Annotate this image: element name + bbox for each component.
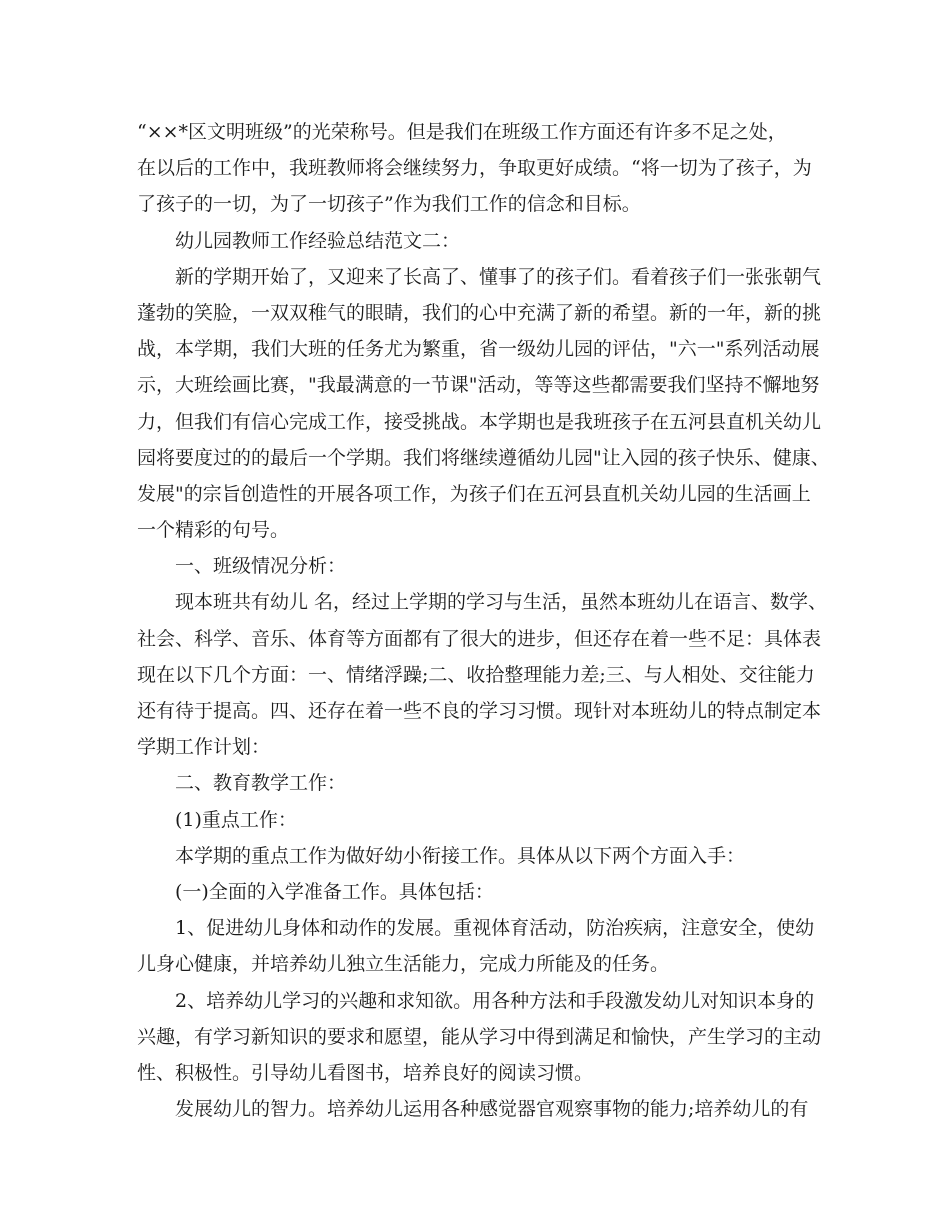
text-line: 现本班共有幼儿 名，经过上学期的学习与生活，虽然本班幼儿在语言、数学、 — [175, 591, 828, 614]
text-line: 现在以下几个方面：一、情绪浮躁;二、收拾整理能力差;三、与人相处、交往能力 — [137, 663, 815, 686]
text-line: 本学期的重点工作为做好幼小衔接工作。具体从以下两个方面入手： — [175, 844, 746, 867]
text-line: 示，大班绘画比赛，"我最满意的一节课"活动，等等这些都需要我们坚持不懈地努 — [137, 374, 820, 397]
document-body — [137, 114, 830, 1127]
text-line: 兴趣，有学习新知识的要求和愿望，能从学习中得到满足和愉快，产生学习的主动 — [137, 1025, 822, 1048]
text-line: 性、积极性。引导幼儿看图书，培养良好的阅读习惯。 — [137, 1061, 594, 1084]
text-line: 新的学期开始了，又迎来了长高了、懂事了的孩子们。看着孩子们一张张朝气 — [175, 265, 822, 288]
subsection-heading: (1)重点工作： — [175, 808, 297, 831]
section-heading: 幼儿园教师工作经验总结范文二： — [175, 229, 461, 252]
subsection-heading: (一)全面的入学准备工作。具体包括： — [175, 880, 494, 903]
text-line: 园将要度过的的最后一个学期。我们将继续遵循幼儿园"让入园的孩子快乐、健康、 — [137, 446, 830, 469]
text-line: 力，但我们有信心完成工作，接受挑战。本学期也是我班孩子在五河县直机关幼儿 — [137, 410, 822, 433]
text-line: 社会、科学、音乐、体育等方面都有了很大的进步，但还存在着一些不足：具体表 — [137, 627, 822, 650]
text-line: 1、促进幼儿身体和动作的发展。重视体育活动，防治疾病，注意安全，使幼 — [175, 917, 815, 940]
text-line: “××*区文明班级”的光荣称号。但是我们在班级工作方面还有许多不足之处， — [137, 121, 787, 143]
text-line: 学期工作计划： — [137, 736, 271, 759]
section-heading: 二、教育教学工作： — [175, 772, 347, 795]
text-line: 儿身心健康，并培养幼儿独立生活能力，完成力所能及的任务。 — [137, 953, 670, 976]
text-line: 战，本学期，我们大班的任务尤为繁重，省一级幼儿园的评估，"六一"系列活动展 — [137, 338, 820, 361]
text-line: 发展"的宗旨创造性的开展各项工作，为孩子们在五河县直机关幼儿园的生活画上 — [137, 482, 811, 505]
text-line: 一个精彩的句号。 — [137, 519, 290, 542]
section-heading: 一、班级情况分析： — [175, 555, 347, 578]
text-line: 2、培养幼儿学习的兴趣和求知欲。用各种方法和手段激发幼儿对知识本身的 — [175, 989, 815, 1012]
text-line: 还有待于提高。四、还存在着一些不良的学习习惯。现针对本班幼儿的特点制定本 — [137, 700, 822, 722]
text-line: 蓬勃的笑脸，一双双稚气的眼睛，我们的心中充满了新的希望。新的一年，新的挑 — [137, 301, 822, 324]
text-line: 了孩子的一切，为了一切孩子”作为我们工作的信念和目标。 — [137, 193, 641, 216]
text-line: 发展幼儿的智力。培养幼儿运用各种感觉器官观察事物的能力;培养幼儿的有 — [175, 1098, 809, 1121]
text-line: 在以后的工作中，我班教师将会继续努力，争取更好成绩。“将一切为了孩子，为 — [137, 157, 812, 180]
